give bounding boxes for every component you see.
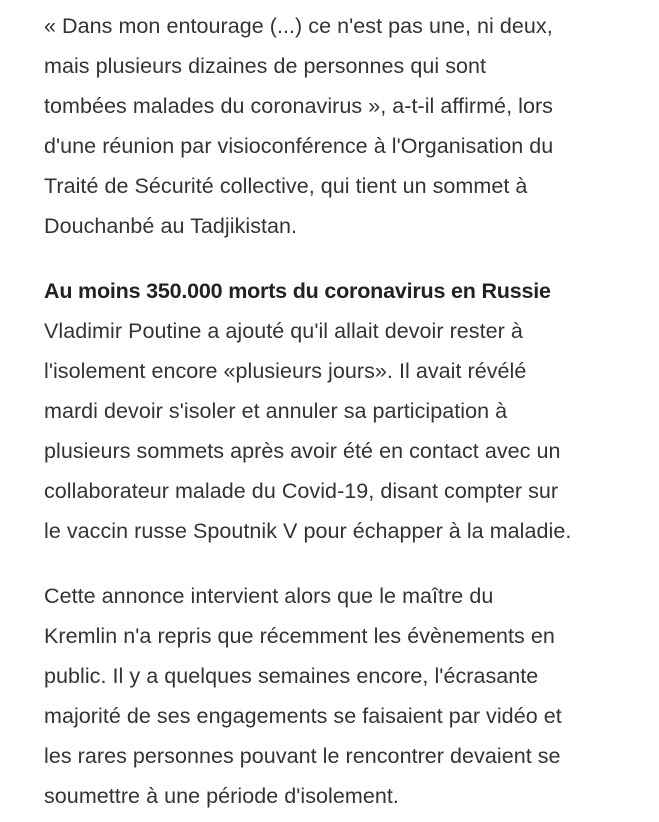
paragraph-line: d'une réunion par visioconférence à l'Organisation du <box>44 134 554 158</box>
article-paragraph-3 <box>44 576 639 816</box>
paragraph-line: Vladimir Poutine a ajouté qu'il allait devoir rester à <box>44 319 523 343</box>
paragraph-line: mardi devoir s'isoler et annuler sa participation à <box>44 399 508 423</box>
article-paragraph-1 <box>44 0 639 246</box>
paragraph-line: Cette annonce intervient alors que le maître du <box>44 584 494 608</box>
paragraph-line: plusieurs sommets après avoir été en contact avec un <box>44 439 561 463</box>
paragraph-line: Kremlin n'a repris que récemment les évènements en <box>44 624 555 648</box>
article-paragraph-2 <box>44 311 639 551</box>
paragraph-line: mais plusieurs dizaines de personnes qui sont <box>44 54 487 78</box>
paragraph-line: majorité de ses engagements se faisaient par vidéo et <box>44 704 562 728</box>
paragraph-line: les rares personnes pouvant le rencontrer devaient se <box>44 744 561 768</box>
section-heading: Au moins 350.000 morts du coronavirus en Russie <box>44 279 551 303</box>
paragraph-line: soumettre à une période d'isolement. <box>44 784 399 808</box>
paragraph-line: Douchanbé au Tadjikistan. <box>44 214 298 238</box>
paragraph-line: collaborateur malade du Covid-19, disant compter sur <box>44 479 559 503</box>
paragraph-line: le vaccin russe Spoutnik V pour échapper à la maladie. <box>44 519 572 543</box>
paragraph-line: l'isolement encore «plusieurs jours». Il avait révélé <box>44 359 527 383</box>
paragraph-line: tombées malades du coronavirus », a-t-il affirmé, lors <box>44 94 553 118</box>
paragraph-line: Traité de Sécurité collective, qui tient un sommet à <box>44 174 528 198</box>
paragraph-line: « Dans mon entourage (...) ce n'est pas une, ni deux, <box>44 14 553 38</box>
paragraph-line: public. Il y a quelques semaines encore, l'écrasante <box>44 664 539 688</box>
